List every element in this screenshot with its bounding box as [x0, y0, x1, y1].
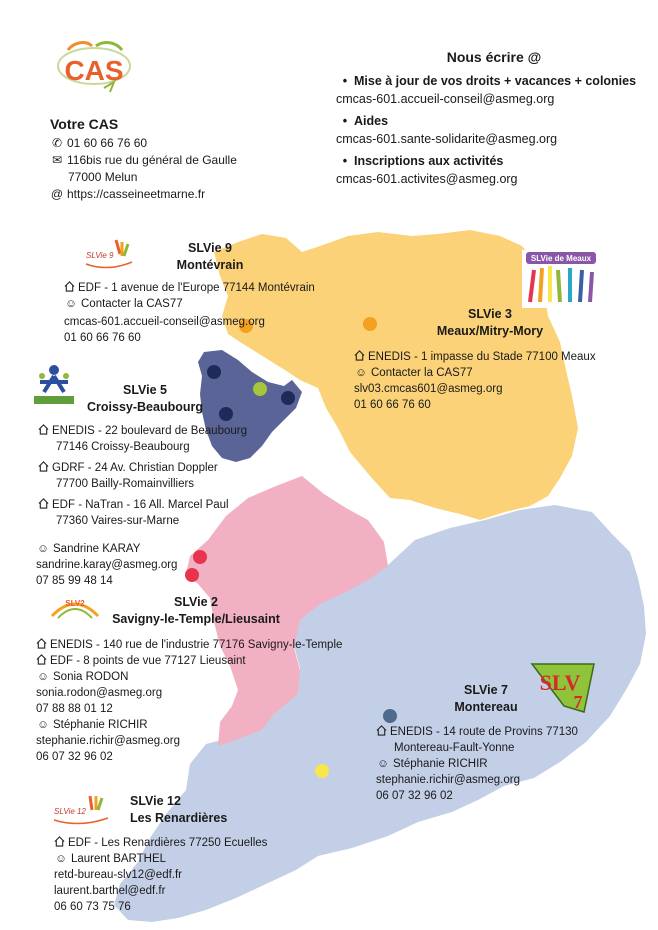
smiley-icon: ☺ — [37, 543, 49, 555]
slvie3-address-row — [354, 349, 596, 365]
slvie2-phone1: 07 88 88 01 12 — [36, 703, 113, 715]
slvie9-title — [140, 240, 280, 274]
slvie2-address2: EDF - 8 points de vue 77127 Lieusaint — [50, 655, 246, 667]
slvie2-logo-text: SLV2 — [65, 599, 85, 608]
cas-website[interactable]: https://casseineetmarne.fr — [67, 187, 206, 201]
home-icon — [38, 498, 49, 509]
slvie9-email[interactable]: cmcas-601.accueil-conseil@asmeg.org — [64, 316, 265, 328]
ecrire-item-email[interactable]: cmcas-601.activites@asmeg.org — [336, 172, 518, 186]
dot-croissy-1 — [207, 365, 221, 379]
slvie9-title-2: Montévrain — [176, 258, 244, 272]
cas-website-row — [50, 186, 237, 203]
slvie2-address2-row — [36, 653, 342, 669]
home-icon — [36, 638, 47, 649]
slvie7-title-2: Montereau — [454, 700, 518, 714]
slvie9-info — [64, 280, 315, 312]
slvie5-contact — [36, 541, 177, 589]
slvie2-contact2-row — [36, 717, 342, 733]
slvie9-logo — [82, 236, 134, 272]
at-icon: @ — [50, 187, 64, 201]
home-icon — [354, 350, 365, 361]
slvie12-phone: 06 60 73 75 76 — [54, 901, 131, 913]
dot-montereau — [383, 709, 397, 723]
cas-phone-row — [50, 135, 237, 152]
slvie12-address-row — [54, 835, 267, 851]
home-icon — [38, 424, 49, 435]
slvie2-title — [96, 594, 296, 628]
slvie5-address1-line1: ENEDIS - 22 boulevard de Beaubourg — [52, 425, 247, 437]
slvie7-info — [376, 724, 578, 804]
slvie2-email2[interactable]: stephanie.richir@asmeg.org — [36, 735, 180, 747]
home-icon — [36, 654, 47, 665]
slvie7-title — [436, 682, 536, 716]
slvie3-title-1: SLVie 3 — [467, 307, 512, 321]
slvie12-title-2: Les Renardières — [130, 811, 228, 825]
slvie5-title — [80, 382, 210, 416]
slvie5-contact-row — [36, 541, 177, 557]
slvie2-phone2: 06 07 32 96 02 — [36, 751, 113, 763]
home-icon — [54, 836, 65, 847]
slvie3-title-2: Meaux/Mitry-Mory — [436, 324, 544, 338]
slvie12-info — [54, 835, 267, 915]
cas-logo — [48, 36, 140, 98]
dot-savigny — [193, 550, 207, 564]
slvie7-contact-name: Stéphanie RICHIR — [393, 758, 488, 770]
slvie12-contact-name: Laurent BARTHEL — [71, 853, 167, 865]
slvie7-address-line2: Montereau-Fault-Yonne — [394, 742, 515, 754]
slvie3-logo — [522, 250, 600, 308]
slvie7-logo — [528, 660, 598, 716]
slvie7-logo-text: SLV — [539, 670, 581, 695]
smiley-icon: ☺ — [377, 758, 389, 770]
slvie7-title-1: SLVie 7 — [463, 683, 508, 697]
slvie12-logo-text: SLVie 12 — [54, 807, 86, 816]
phone-icon: ✆ — [51, 136, 63, 150]
dot-croissy-3 — [281, 391, 295, 405]
ecrire-item-label: • Inscriptions aux activités — [336, 152, 652, 170]
dot-renardieres — [315, 764, 329, 778]
slvie2-logo — [48, 592, 102, 626]
smiley-icon: ☺ — [355, 367, 367, 379]
slvie7-address-row — [376, 724, 578, 740]
slvie5-title-2: Croissy-Beaubourg — [87, 400, 203, 414]
slvie3-phone: 01 60 66 76 60 — [354, 399, 431, 411]
home-icon — [376, 725, 387, 736]
slvie12-contact-row — [54, 851, 267, 867]
slvie5-address1-line2: 77146 Croissy-Beaubourg — [56, 440, 190, 453]
slvie3-contact: Contacter la CAS77 — [371, 367, 473, 379]
slvie5-address3-line1: EDF - NaTran - 16 All. Marcel Paul — [52, 499, 229, 511]
cas-logo-text: CAS — [64, 55, 124, 86]
home-icon — [64, 281, 75, 292]
slvie3-email[interactable]: slv03.cmcas601@asmeg.org — [354, 383, 503, 395]
ecrire-item-label: • Aides — [336, 112, 652, 130]
slvie5-address2-row — [38, 461, 247, 477]
dot-meaux — [363, 317, 377, 331]
slvie2-contact1-row — [36, 669, 342, 685]
slvie9-title-1: SLVie 9 — [187, 241, 232, 255]
slvie7-address-line1: ENEDIS - 14 route de Provins 77130 — [390, 726, 578, 738]
dot-lieusaint — [185, 568, 199, 582]
cas-address-line1: 116bis rue du général de Gaulle — [67, 153, 237, 167]
slvie9-phone: 01 60 66 76 60 — [64, 332, 141, 344]
slvie5-contact-name: Sandrine KARAY — [53, 543, 141, 555]
smiley-icon: ☺ — [55, 853, 67, 865]
slvie5-logo — [30, 362, 78, 408]
slvie5-address2-line1: GDRF - 24 Av. Christian Doppler — [52, 462, 218, 474]
slvie9-contact-row — [64, 296, 315, 312]
slvie12-logo — [50, 792, 112, 826]
ecrire-title: Nous écrire @ — [446, 49, 542, 65]
slvie12-title — [130, 793, 250, 827]
slvie3-title — [410, 306, 570, 340]
slvie7-contact-row — [376, 756, 578, 772]
slvie2-address1-row — [36, 637, 342, 653]
slvie2-contact2-name: Stéphanie RICHIR — [53, 719, 148, 731]
cas-address-row — [50, 152, 237, 169]
slvie2-title-2: Savigny-le-Temple/Lieusaint — [112, 612, 280, 626]
slvie2-contact1-name: Sonia RODON — [53, 671, 129, 683]
slvie2-address1: ENEDIS - 140 rue de l'industrie 77176 Savigny-le-Temple — [50, 639, 343, 651]
slvie9-info-2 — [64, 314, 265, 346]
slvie9-logo-text: SLVie 9 — [86, 251, 114, 260]
slvie3-contact-row — [354, 365, 596, 381]
cas-heading: Votre CAS — [50, 116, 119, 132]
slvie12-address: EDF - Les Renardières 77250 Ecuelles — [68, 837, 268, 849]
ecrire-item-label: • Mise à jour de vos droits + vacances + colonies — [336, 72, 652, 90]
slvie2-email1[interactable]: sonia.rodon@asmeg.org — [36, 687, 163, 699]
home-icon — [38, 461, 49, 472]
smiley-icon: ☺ — [37, 671, 49, 683]
dot-bailly — [253, 382, 267, 396]
cas-phone: 01 60 66 76 60 — [67, 136, 148, 150]
slvie3-logo-text: SLVie de Meaux — [530, 254, 592, 263]
slvie5-email[interactable]: sandrine.karay@asmeg.org — [36, 559, 178, 571]
smiley-icon: ☺ — [65, 298, 77, 310]
dot-croissy-2 — [219, 407, 233, 421]
slvie9-address: EDF - 1 avenue de l'Europe 77144 Montévrain — [78, 282, 315, 294]
slvie12-title-1: SLVie 12 — [130, 794, 181, 808]
slvie2-title-1: SLVie 2 — [173, 595, 218, 609]
slvie2-info — [36, 637, 342, 765]
slvie3-info — [354, 349, 596, 413]
slvie12-email2[interactable]: laurent.barthel@edf.fr — [54, 885, 166, 897]
slvie9-contact: Contacter la CAS77 — [81, 298, 183, 310]
slvie3-address: ENEDIS - 1 impasse du Stade 77100 Meaux — [368, 351, 596, 363]
cas-info — [50, 116, 237, 203]
slvie5-address1-row — [38, 424, 247, 440]
slvie7-logo-number: 7 — [573, 692, 583, 712]
slvie5-info — [38, 424, 247, 529]
slvie5-address3-line2: 77360 Vaires-sur-Marne — [56, 514, 180, 527]
slvie5-title-1: SLVie 5 — [122, 383, 167, 397]
slvie5-address3-row — [38, 498, 247, 514]
contact-email-section — [336, 48, 652, 188]
slvie5-phone: 07 85 99 48 14 — [36, 575, 113, 587]
slvie7-email[interactable]: stephanie.richir@asmeg.org — [376, 774, 520, 786]
ecrire-item-email[interactable]: cmcas-601.sante-solidarite@asmeg.org — [336, 132, 558, 146]
smiley-icon: ☺ — [37, 719, 49, 731]
slvie12-email1[interactable]: retd-bureau-slv12@edf.fr — [54, 869, 183, 881]
slvie9-address-row — [64, 280, 315, 296]
ecrire-item-email[interactable]: cmcas-601.accueil-conseil@asmeg.org — [336, 92, 555, 106]
cas-address-line2: 77000 Melun — [68, 170, 138, 184]
slvie5-address2-line2: 77700 Bailly-Romainvilliers — [56, 477, 195, 490]
envelope-icon: ✉ — [51, 153, 63, 167]
slvie7-phone: 06 07 32 96 02 — [376, 790, 453, 802]
